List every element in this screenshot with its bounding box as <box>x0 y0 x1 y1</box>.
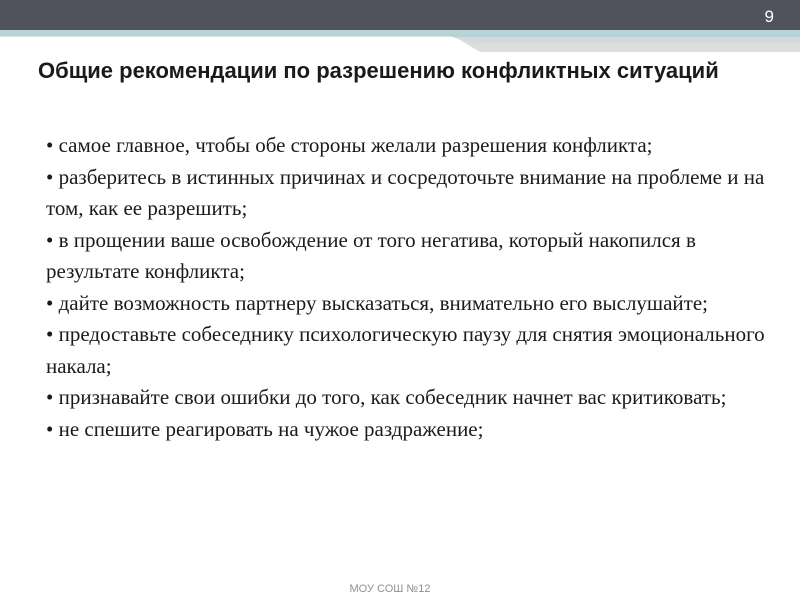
slide-footer: МОУ СОШ №12 <box>349 583 431 595</box>
bullet-marker: • <box>46 164 54 189</box>
list-item <box>46 162 786 225</box>
bullet-marker: • <box>46 133 54 157</box>
list-item-text: в прощении ваше освобождение от того негатива, который накопился в результате конфликта; <box>46 227 696 283</box>
slide-header-bar <box>0 0 800 30</box>
list-item <box>46 288 786 320</box>
bullet-marker: • <box>46 290 54 315</box>
list-item-text: признавайте свои ошибки до того, как собеседник начнет вас критиковать; <box>58 385 727 409</box>
list-item <box>46 225 786 288</box>
bullet-marker: • <box>46 227 54 252</box>
list-item-text: разберитесь в истинных причинах и сосредоточьте внимание на проблеме и на том, как ее разрешить; <box>46 164 765 220</box>
list-item <box>46 382 786 414</box>
slide-title: Общие рекомендации по разрешению конфликтных ситуаций <box>38 58 719 83</box>
list-item-text: дайте возможность партнеру высказаться, внимательно его выслушайте; <box>58 290 708 315</box>
bullet-marker: • <box>46 385 54 409</box>
accent-ribbon-gray <box>455 37 800 52</box>
list-item <box>46 130 786 162</box>
recommendations-list <box>46 130 786 445</box>
header-accent-strip <box>0 30 800 54</box>
list-item-text: самое главное, чтобы обе стороны желали разрешения конфликта; <box>58 133 653 157</box>
list-item <box>46 414 786 446</box>
bullet-marker: • <box>46 416 54 441</box>
bullet-marker: • <box>46 322 54 346</box>
list-item-text: не спешите реагировать на чужое раздражение; <box>58 416 484 441</box>
list-item <box>46 319 786 382</box>
list-item-text: предоставьте собеседнику психологическую паузу для снятия эмоционального накала; <box>46 322 765 378</box>
slide-number: 9 <box>764 7 774 26</box>
